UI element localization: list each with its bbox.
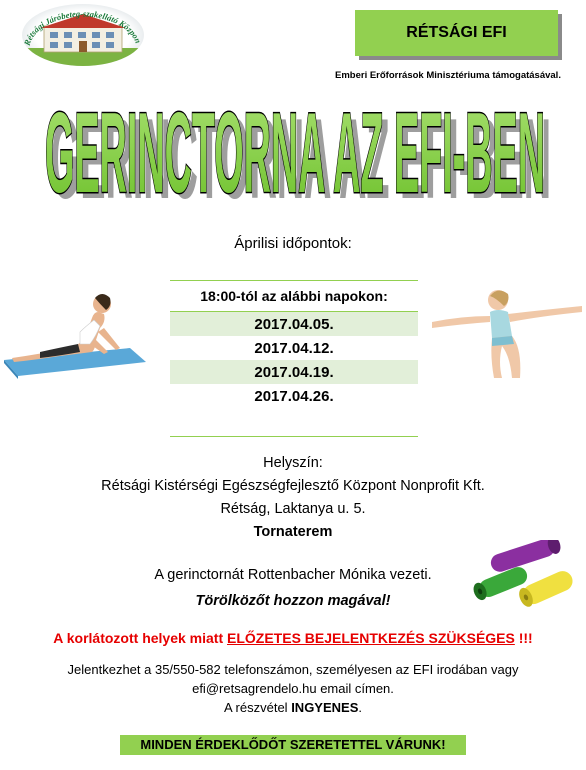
contact-line-3 [0, 700, 586, 715]
leader-text: A gerinctornát Rottenbacher Mónika vezeti. [154, 567, 432, 583]
location-address: Rétság, Laktanya u. 5. [220, 501, 366, 517]
bring-towel-text: Törölközőt hozzon magával! [195, 593, 391, 609]
warning-prefix: A korlátozott helyek miatt [53, 630, 228, 646]
schedule-table [170, 280, 418, 437]
schedule-date: 2017.04.19. [170, 360, 418, 384]
schedule-date: 2017.04.05. [170, 312, 418, 336]
location-label: Helyszín: [263, 455, 323, 471]
april-label: Áprilisi időpontok: [234, 235, 352, 252]
contact-line-2: efi@retsagrendelo.hu email címen. [192, 681, 394, 696]
support-text: Emberi Erőforrások Minisztériuma támogatásával. [335, 70, 561, 81]
warning-suffix: !!! [514, 630, 533, 646]
warning-underlined: ELŐZETES BEJELENTKEZÉS SZÜKSÉGES [227, 630, 515, 646]
efi-title: RÉTSÁGI EFI [406, 24, 507, 41]
welcome-banner: MINDEN ÉRDEKLŐDŐT SZERETETTEL VÁRUNK! [120, 735, 466, 755]
efi-title-box [355, 10, 558, 56]
schedule-footer-row [170, 408, 418, 437]
page-title [28, 82, 568, 222]
schedule-header: 18:00-tól az alábbi napokon: [170, 280, 418, 312]
title-shadow: GERINCTORNA AZ EFI-BEN [50, 96, 551, 222]
participation-prefix: A részvétel [223, 700, 292, 715]
participation-free: INGYENES [291, 700, 359, 715]
yoga-balance-illustration [432, 282, 586, 382]
yoga-cobra-illustration [0, 282, 150, 382]
registration-warning [0, 630, 586, 646]
logo [22, 4, 144, 66]
logo-arc-text [22, 4, 144, 66]
svg-text:Rétsági Járóbeteg-szakellátó K: Rétsági Járóbeteg-szakellátó Közpon [22, 8, 144, 47]
location-room: Tornaterem [253, 524, 333, 540]
schedule-date: 2017.04.12. [254, 339, 334, 357]
title-text: GERINCTORNA AZ EFI-BEN [44, 90, 545, 218]
participation-suffix: . [358, 700, 362, 715]
location-org: Rétsági Kistérségi Egészségfejlesztő Központ Nonprofit Kft. [101, 478, 485, 494]
contact-line-1: Jelentkezhet a 35/550-582 telefonszámon, személyesen az EFI irodában vagy [67, 662, 519, 677]
schedule-date: 2017.04.26. [254, 387, 334, 405]
